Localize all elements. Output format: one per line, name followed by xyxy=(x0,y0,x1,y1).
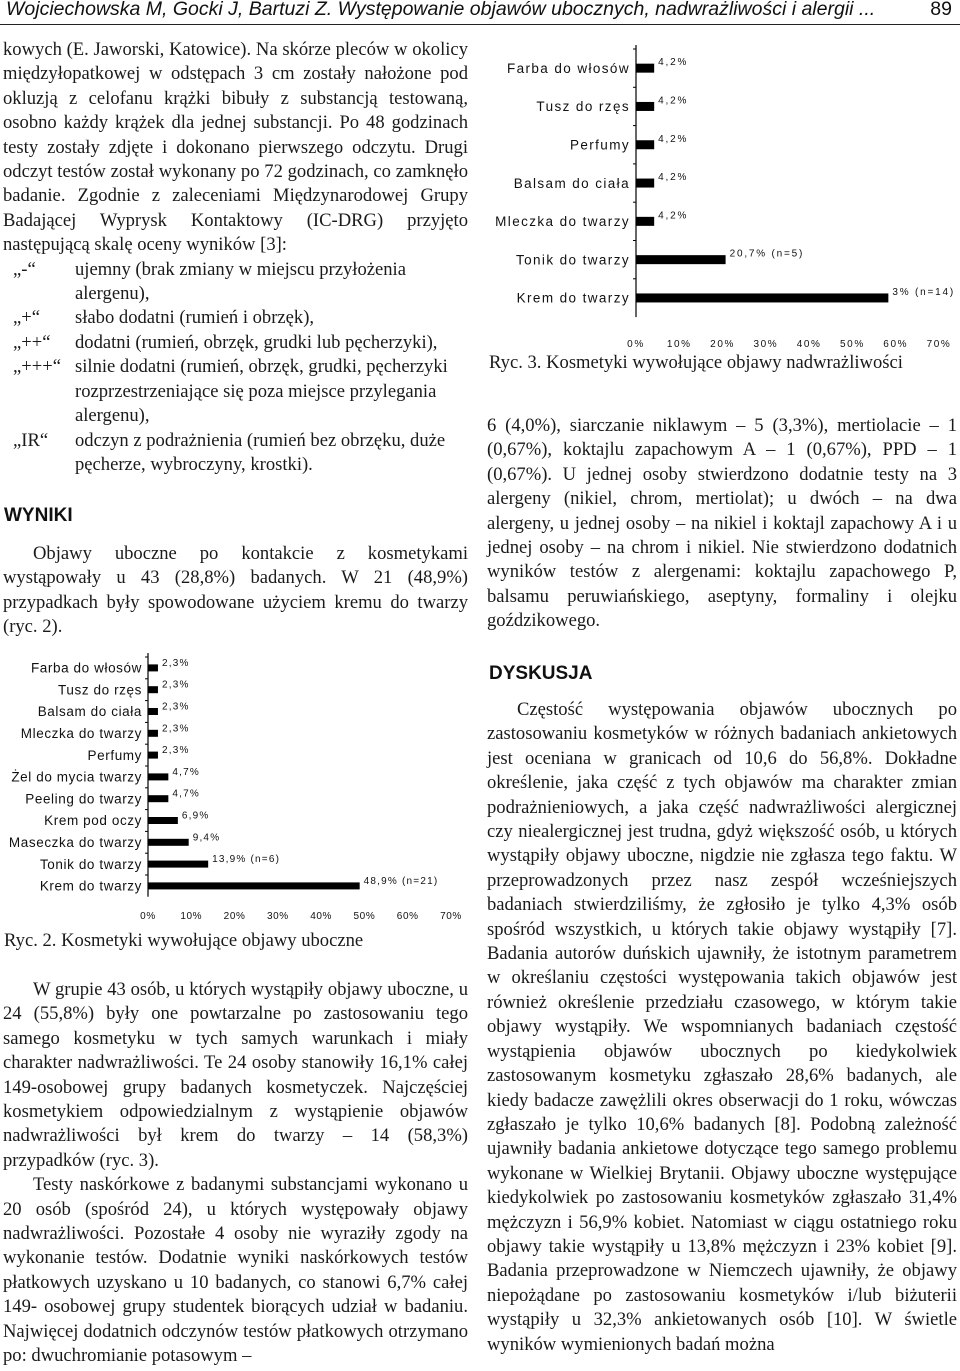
x-tick-label: 60% xyxy=(396,910,419,922)
data-label: 3% (n=14) xyxy=(892,286,955,298)
category-label: Tonik do twarzy xyxy=(39,856,142,872)
data-label: 20,7% (n=5) xyxy=(729,248,805,260)
data-label: 2,3% xyxy=(161,723,190,735)
scale-symbol: „++“ xyxy=(13,331,51,353)
scale-text: silnie dodatni (rumień, obrzęk, grudki, pęcherzyki rozprzestrzeniające się poza miejsce przylegania alergenu), xyxy=(75,356,448,427)
bar xyxy=(636,140,654,149)
left-column-top xyxy=(3,38,468,477)
scale-item xyxy=(3,429,468,478)
section-heading-wyniki: WYNIKI xyxy=(4,505,73,526)
scale-item xyxy=(3,355,468,428)
data-label: 2,3% xyxy=(161,745,190,757)
scale-text: dodatni (rumień, obrzęk, grudki lub pęcherzyki), xyxy=(75,331,438,353)
patch-test-paragraph: Testy naskórkowe z badanymi substancjami wykonano u 20 osób (spośród 24), u których występowały objawy nadwrażliwości. Pozostałe 4 osoby nie wyraziły zgody na wykonanie testów. Dodatnie wyniki naskórkowych testów płatkowych uzyskano u 10 badanych, co stanowi 6,7% całej 149- osobowej grupy studentek biorących udział w badaniu. Najwięcej dodatnich odczynów testów płatkowych otrzymano po: dwuchromianie potasowym – xyxy=(3,1174,468,1367)
bar xyxy=(636,64,654,73)
figure-2-chart xyxy=(0,652,470,922)
x-tick-label: 70% xyxy=(926,339,952,351)
bar xyxy=(148,882,360,889)
x-tick-label: 50% xyxy=(353,910,376,922)
x-tick-label: 0% xyxy=(627,339,645,351)
x-tick-label: 10% xyxy=(666,339,692,351)
x-tick-label: 40% xyxy=(310,910,333,922)
x-tick-label: 60% xyxy=(883,339,909,351)
left-column-results xyxy=(3,542,468,640)
page-number: 89 xyxy=(930,0,952,20)
running-header xyxy=(0,0,960,25)
data-label: 4,2% xyxy=(658,57,689,69)
category-label: Farba do włosów xyxy=(506,60,630,76)
category-label: Tonik do twarzy xyxy=(515,252,630,268)
scale-text: ujemny (brak zmiany w miejscu przyłożenia alergenu), xyxy=(75,258,406,305)
x-tick-label: 40% xyxy=(796,339,822,351)
category-label: Żel do mycia twarzy xyxy=(11,769,142,785)
category-label: Balsam do ciała xyxy=(513,175,630,191)
x-tick-label: 20% xyxy=(710,339,735,351)
bar xyxy=(636,255,726,264)
x-tick-label: 30% xyxy=(266,910,289,922)
bar xyxy=(148,686,158,693)
category-label: Tusz do rzęs xyxy=(58,682,142,698)
figure-3-caption: Ryc. 3. Kosmetyki wywołujące objawy nadwrażliwości xyxy=(489,352,903,373)
data-label: 4,2% xyxy=(658,210,689,222)
bar xyxy=(636,217,654,226)
data-label: 4,2% xyxy=(658,133,689,145)
data-label: 2,3% xyxy=(161,679,190,691)
discussion-paragraph: Częstość występowania objawów ubocznych po zastosowaniu kosmetyków w różnych badaniach ankietowych jest oceniana w granicach od 10,6 do 56,8%. Dokładne określenie, jaka część z tych objawów ma charakter zmian podrażnieniowych, a jaka część nadwrażliwości alergicznej czy niealergicznej jest trudna, gdyż większość osób, u których wystąpiły objawy uboczne, nigdzie nie zgłasza tego faktu. W przeprowadzonych przez nasz zespół wcześniejszych badaniach stwierdziliśmy, że zgłosiło je tylko 4,3% osób spośród wszystkich, u których takie objawy wystąpiły [7]. Badania autorów duńskich ujawniły, że istotnym parametrem w określaniu częstości występowania takich objawów jest również określenie przedziału czasowego, w którym takie objawy wystąpiły. We wspomnianych badaniach częstość wystąpienia objawów ubocznych po kiedykolwiek zastosowanym kosmetyku zgłaszało 28,6% badanych, ale kiedy badacze zawężlili okres obserwacji do 1 roku, wówczas zgłaszało je tylko 10,6% badanych [8]. Podobną zależność ujawniły badania ankietowe dotyczące tego samego problemu wykonane w Wielkiej Brytanii. Objawy uboczne występujące kiedykolwiek po zastosowaniu kosmetyków zgłaszało 31,4% mężczyzn i 56,9% kobiet. Natomiast w ciągu ostatniego roku objawy takie wystąpiły u 13,8% mężczyzn i 23% kobiet [9]. Badania przeprowadzone w Niemczech ujawniły, że objawy niepożądane po zastosowaniu kosmetyków i/lub biżuterii wystąpiły u 32,3% ankietowanych osób [10]. W świetle wyników wymienionych badań można xyxy=(487,699,957,1355)
bar xyxy=(636,179,654,188)
data-label: 4,2% xyxy=(658,95,689,107)
data-label: 4,2% xyxy=(658,172,689,184)
scale-text: odczyn z podrażnienia (rumień bez obrzęku, duże pęcherze, wybroczyny, krostki). xyxy=(75,429,446,475)
bar xyxy=(148,730,158,737)
section-heading-dyskusja: DYSKUSJA xyxy=(489,663,593,684)
data-label: 4,7% xyxy=(172,788,200,800)
bar xyxy=(148,708,158,715)
category-label: Maseczka do twarzy xyxy=(8,835,142,851)
right-column-top xyxy=(487,414,957,634)
category-label: Peeling do twarzy xyxy=(25,791,142,807)
category-label: Krem do twarzy xyxy=(39,878,142,894)
x-tick-label: 30% xyxy=(753,339,779,351)
category-label: Perfumy xyxy=(569,137,630,153)
scale-legend xyxy=(3,258,468,478)
data-label: 48,9% (n=21) xyxy=(363,875,439,887)
bar xyxy=(148,664,158,671)
scale-text: słabo dodatni (rumień i obrzęk), xyxy=(75,307,315,329)
bar xyxy=(148,817,178,824)
category-label: Farba do włosów xyxy=(30,660,142,676)
methods-paragraph: kowych (E. Jaworski, Katowice). Na skórze pleców w okolicy międzyłopatkowej w odstępach 3 cm zostały nałożone pod okluzją z celofanu krążki bibuły z substancją testowaną, osobno każdy krążek dla jednej substancji. Po 48 godzinach testy zostały zdjęte i dokonano pierwszego odczytu. Drugi odczyt testów został wykonany po 72 godzinach, co zamknęło badanie. Zgodnie z zaleceniami Międzynarodowej Grupy Badającej Wyprysk Kontaktowy (IC-DRG) przyjęto następującą skalę oceny wyników [3]: xyxy=(3,39,468,256)
allergen-results-paragraph: 6 (4,0%), siarczanie niklawym – 5 (3,3%), mertiolacie – 1 (0,67%), koktajlu zapachowym A – 1 (0,67%), PPD – 1 (0,67%). U jednej osoby stwierdzono dodatnie testy na 3 alergeny (nikiel, chrom, mertiolat); u dwóch – na dwa alergeny, u jednej osoby – na nikiel i koktajl zapachowy A i u jednej osoby – na chrom i nikiel. Nie stwierdzono dodatnich wyników testów z alergenami: koktajlu zapachowego P, balsamu peruwiańskiego, aseptyny, formaliny i olejku goździkowego. xyxy=(487,415,957,632)
bar xyxy=(148,773,168,780)
category-label: Perfumy xyxy=(87,747,142,763)
figure-3-chart xyxy=(484,48,958,351)
data-label: 9,4% xyxy=(192,832,221,844)
scale-symbol: „+++“ xyxy=(13,356,61,378)
hypersensitivity-paragraph: W grupie 43 osób, u których wystąpiły objawy uboczne, u 24 (55,8%) były one powtarzalne po zastosowaniu tego samego kosmetyku w tych samych warunkach i miały charakter nadwrażliwości. Te 24 osoby stanowiły 16,1% całej 149-osobowej grupy badanych kosmetyczek. Najczęściej kosmetykiem odpowiedzialnym z wystąpienie objawów nadwrażliwości był krem do twarzy – 14 (58,3%) przypadków (ryc. 3). xyxy=(3,979,468,1171)
results-paragraph: Objawy uboczne po kontakcie z kosmetykami wystąpowały u 43 (28,8%) badanych. W 21 (48,9%) przypadkach były spowodowane użyciem kremu do twarzy (ryc. 2). xyxy=(3,543,468,638)
bar xyxy=(148,795,168,802)
data-label: 4,7% xyxy=(172,766,200,778)
scale-item xyxy=(3,306,468,330)
running-title: Wojciechowska M, Gocki J, Bartuzi Z. Występowanie objawów ubocznych, nadwrażliwości i alergii ... xyxy=(6,0,876,20)
scale-symbol: „IR“ xyxy=(13,429,49,451)
left-column-bottom xyxy=(3,978,468,1369)
bar xyxy=(636,293,888,302)
scale-item xyxy=(3,258,468,307)
category-label: Mleczka do twarzy xyxy=(20,726,142,742)
scale-symbol: „-“ xyxy=(13,258,36,280)
x-tick-label: 10% xyxy=(180,910,203,922)
category-label: Krem pod oczy xyxy=(44,813,142,829)
x-tick-label: 70% xyxy=(440,910,462,922)
scale-symbol: „+“ xyxy=(13,307,40,329)
x-tick-label: 0% xyxy=(140,910,156,922)
figure-2-caption: Ryc. 2. Kosmetyki wywołujące objawy uboczne xyxy=(4,930,364,951)
category-label: Balsam do ciała xyxy=(37,704,142,720)
data-label: 2,3% xyxy=(161,701,190,713)
bar xyxy=(148,752,158,759)
x-tick-label: 20% xyxy=(223,910,246,922)
right-column-discussion xyxy=(487,698,957,1357)
category-label: Mleczka do twarzy xyxy=(495,214,630,230)
x-tick-label: 50% xyxy=(840,339,865,351)
category-label: Tusz do rzęs xyxy=(536,99,630,115)
bar xyxy=(148,861,208,868)
data-label: 13,9% (n=6) xyxy=(212,854,281,866)
data-label: 6,9% xyxy=(181,810,210,822)
bar xyxy=(148,839,189,846)
bar xyxy=(636,102,654,111)
data-label: 2,3% xyxy=(161,657,190,669)
scale-item xyxy=(3,331,468,355)
category-label: Krem do twarzy xyxy=(516,290,630,306)
